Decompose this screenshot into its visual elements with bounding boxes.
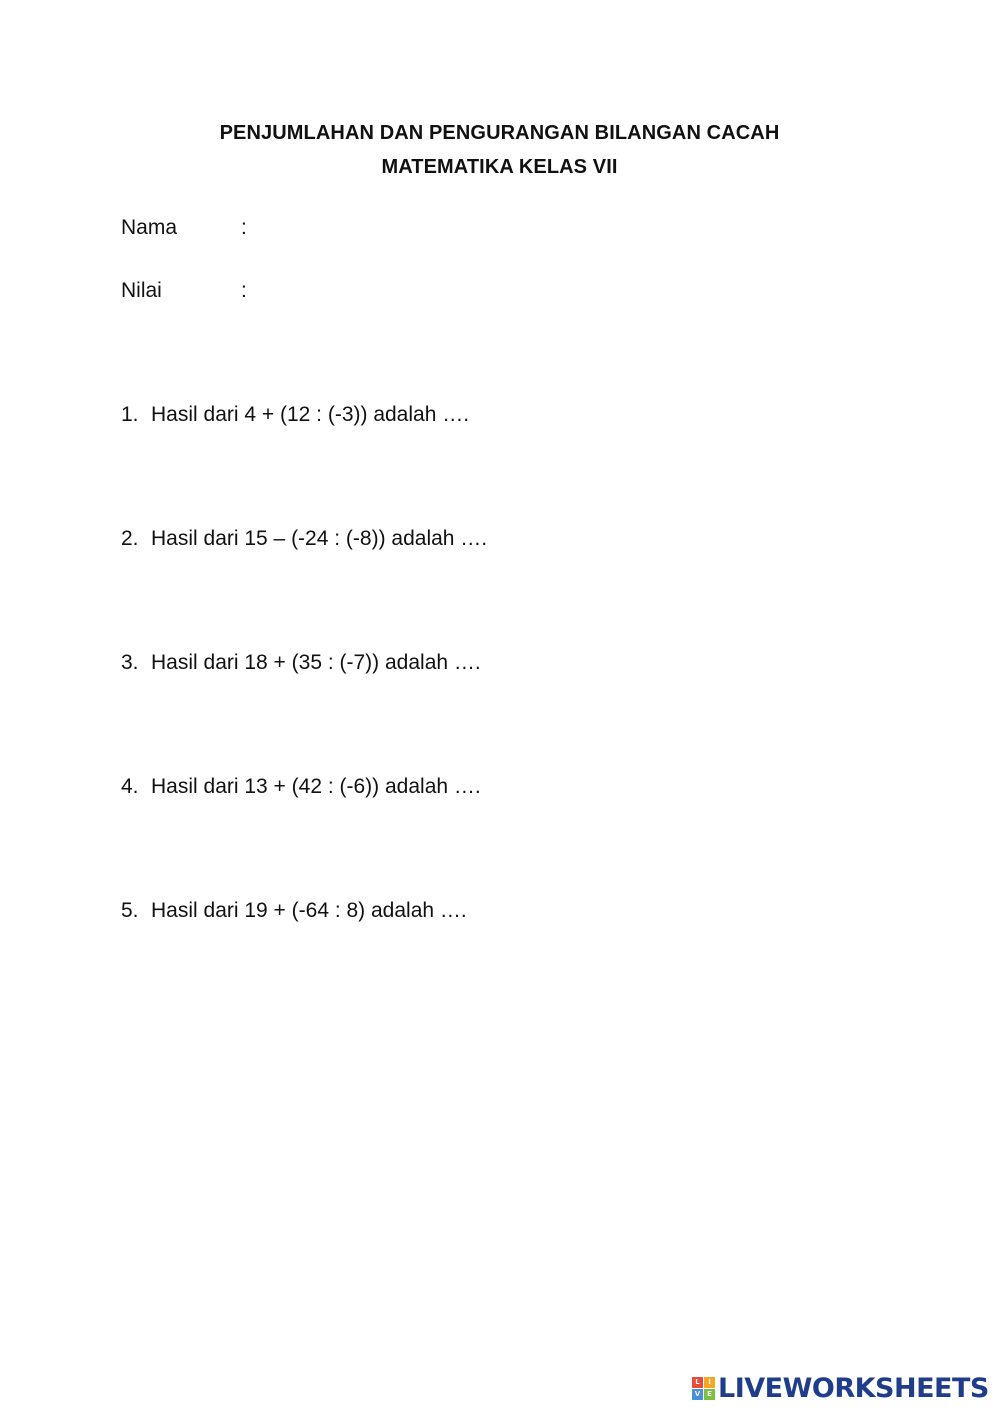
score-colon: : (241, 279, 247, 302)
question-number: 3. (121, 651, 139, 674)
logo-mark-cell: V (692, 1389, 703, 1400)
logo-mark-icon (692, 1377, 715, 1400)
question-number: 4. (121, 775, 139, 798)
name-colon: : (241, 216, 247, 239)
question-number: 5. (121, 899, 139, 922)
worksheet-title: PENJUMLAHAN DAN PENGURANGAN BILANGAN CACAH (219, 122, 780, 144)
question-text: Hasil dari 18 + (35 : (-7)) adalah …. (151, 651, 481, 674)
question-text: Hasil dari 15 – (-24 : (-8)) adalah …. (151, 527, 488, 550)
logo-text: LIVEWORKSHEETS (718, 1372, 989, 1404)
logo-mark-cell: E (704, 1389, 715, 1400)
question-number: 1. (121, 403, 139, 426)
name-label: Nama (121, 216, 178, 239)
logo-mark-cell: L (692, 1377, 703, 1388)
score-label: Nilai (121, 279, 162, 302)
question-text: Hasil dari 4 + (12 : (-3)) adalah …. (151, 403, 470, 426)
question-number: 2. (121, 527, 139, 550)
worksheet-subtitle: MATEMATIKA KELAS VII (381, 156, 618, 178)
question-text: Hasil dari 19 + (-64 : 8) adalah …. (151, 899, 467, 922)
liveworksheets-logo (692, 1373, 989, 1403)
question-text: Hasil dari 13 + (42 : (-6)) adalah …. (151, 775, 481, 798)
logo-mark-cell: I (704, 1377, 715, 1388)
